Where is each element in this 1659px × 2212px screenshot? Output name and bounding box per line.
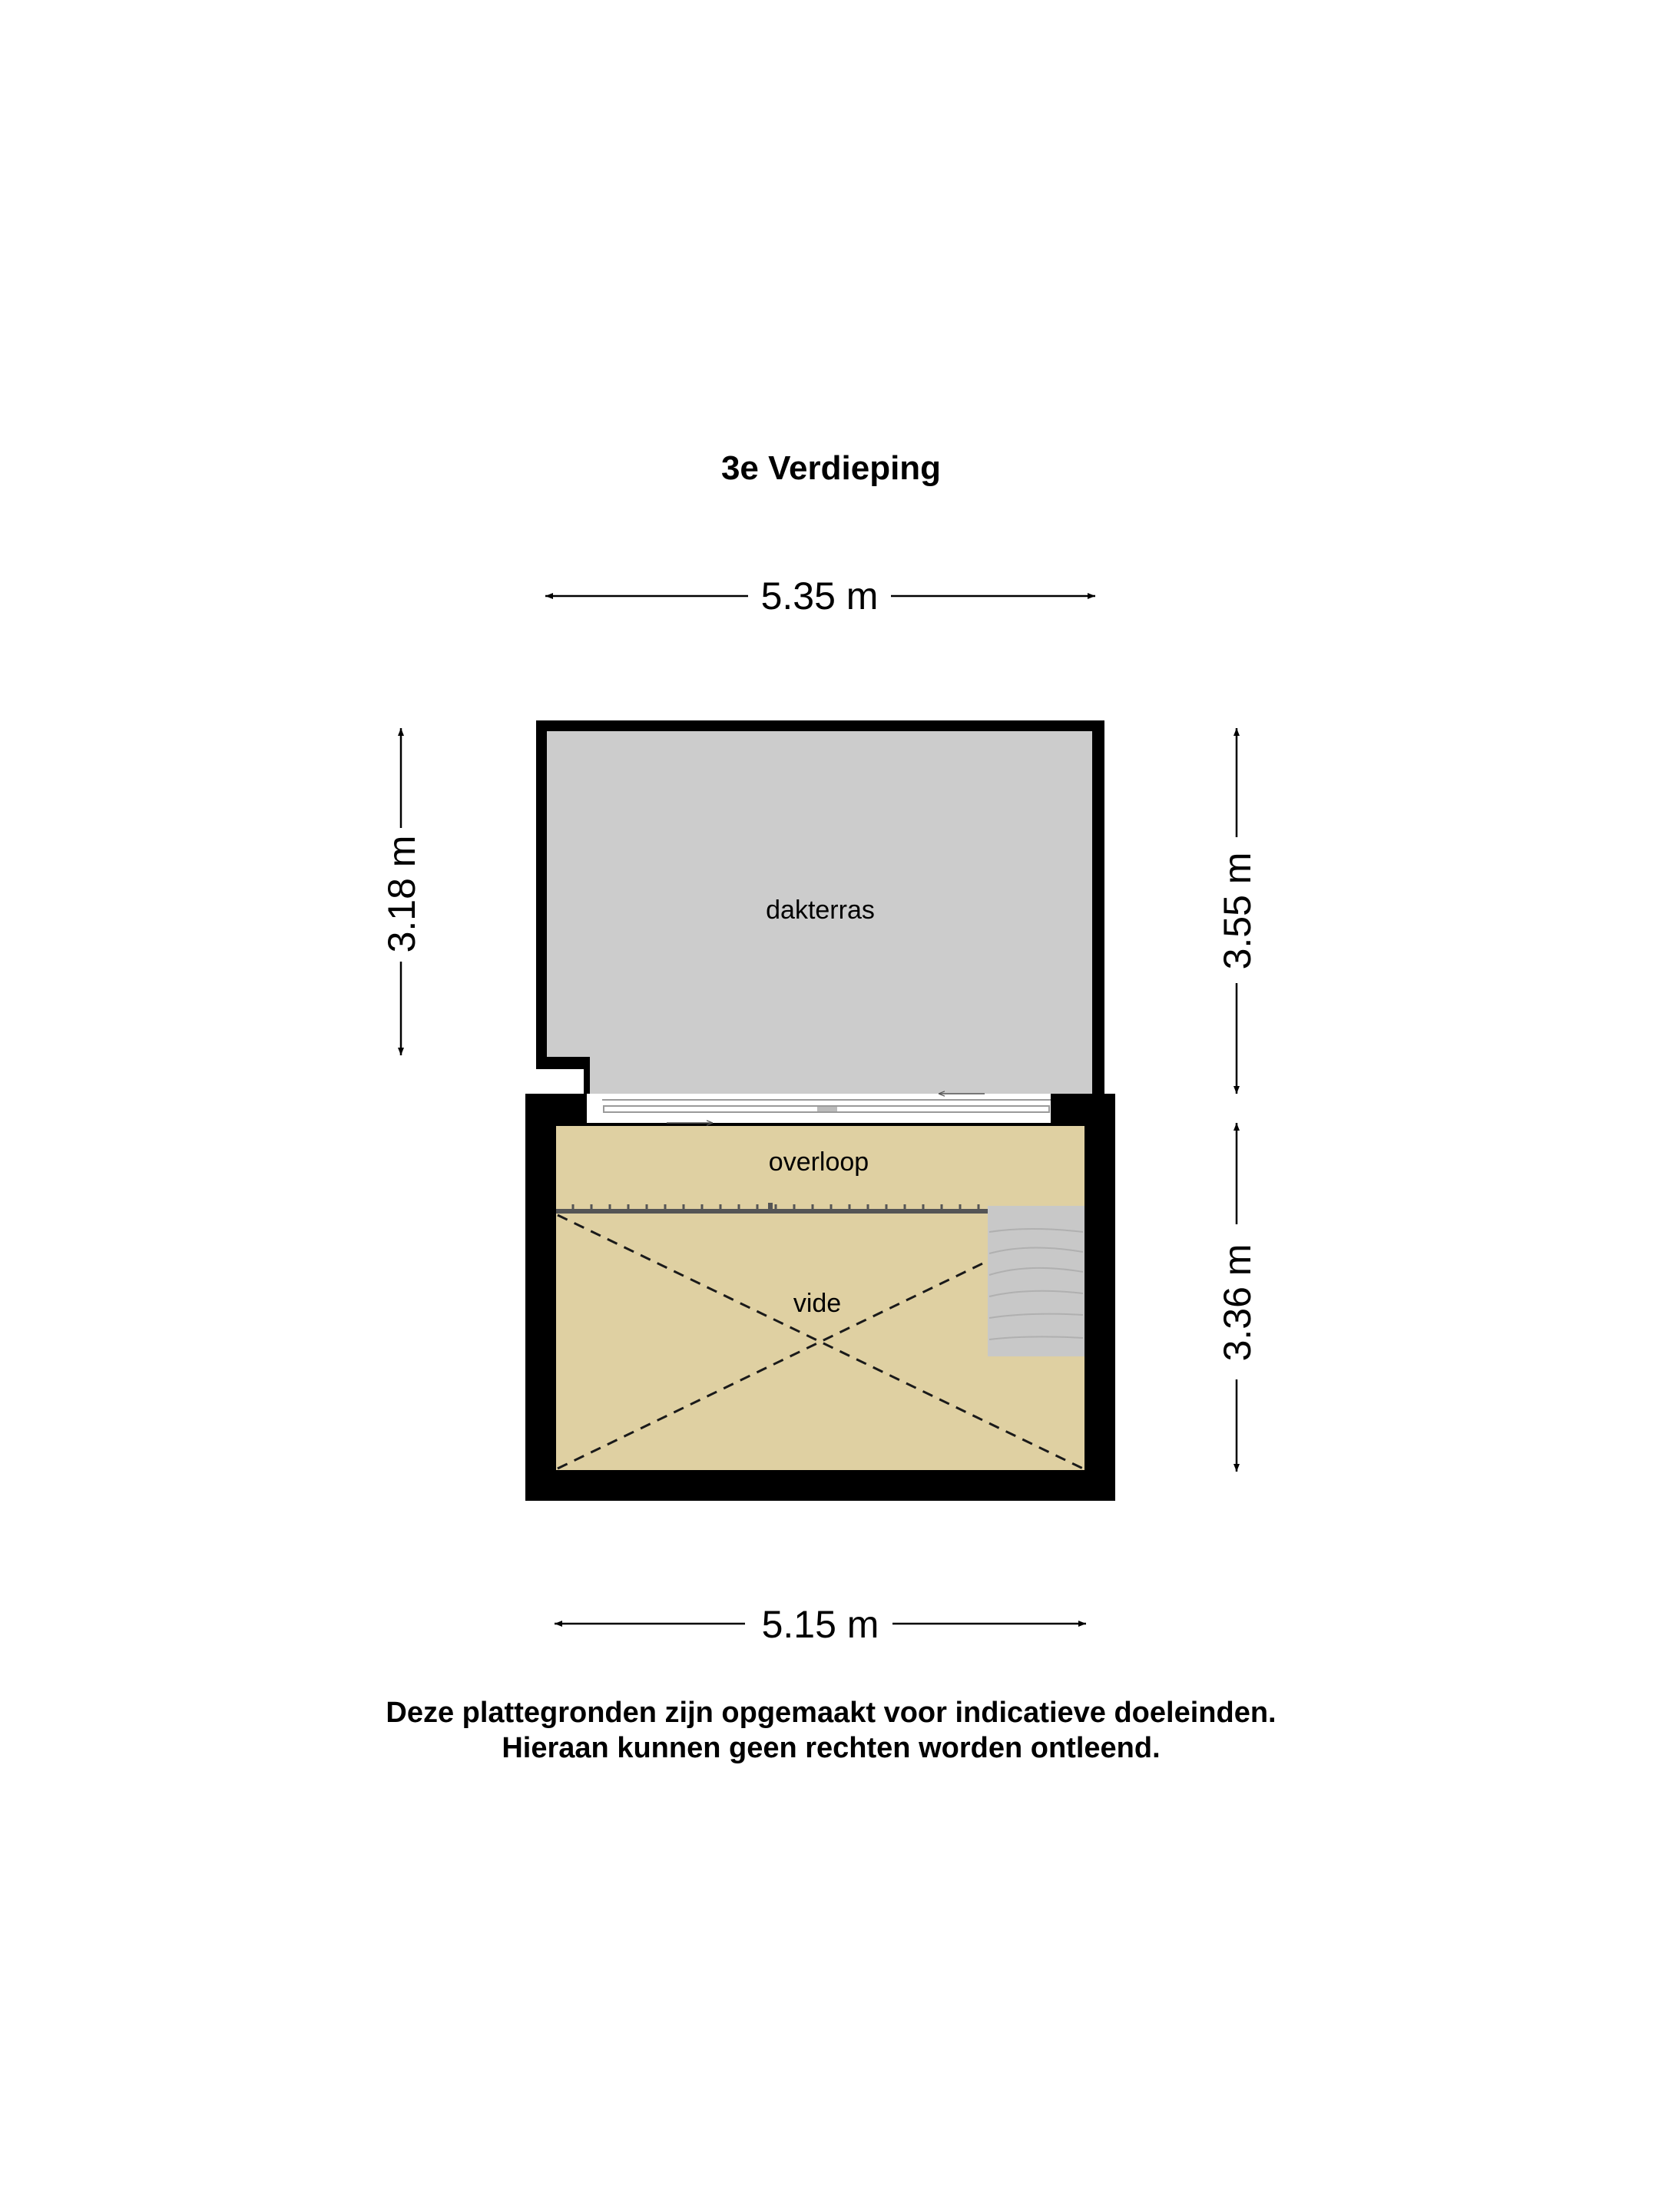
- disclaimer-line-1: Deze plattegronden zijn opgemaakt voor indicatieve doeleinden.: [386, 1697, 1277, 1729]
- room-label-overloop: overloop: [768, 1147, 869, 1177]
- dimension-right-upper-height: [1216, 728, 1259, 1094]
- dimension-label: 3.36 m: [1216, 1243, 1259, 1362]
- dimension-bottom-width: [555, 1603, 1086, 1646]
- dimension-right-lower-height: [1216, 1123, 1259, 1472]
- room-label-dakterras: dakterras: [766, 896, 875, 925]
- sliding-door: [587, 1094, 1051, 1123]
- page-title: 3e Verdieping: [720, 449, 942, 487]
- dimension-label: 3.18 m: [380, 835, 423, 953]
- dimension-label: 5.35 m: [760, 575, 879, 618]
- dimension-label: 5.15 m: [761, 1603, 879, 1646]
- room-label-vide: vide: [793, 1289, 842, 1318]
- disclaimer-line-2: Hieraan kunnen geen rechten worden ontleend.: [502, 1732, 1161, 1764]
- dimension-label: 3.55 m: [1216, 852, 1259, 970]
- dimension-left-height: [380, 728, 423, 1055]
- dimension-top-width: [545, 575, 1095, 618]
- staircase: [988, 1206, 1084, 1356]
